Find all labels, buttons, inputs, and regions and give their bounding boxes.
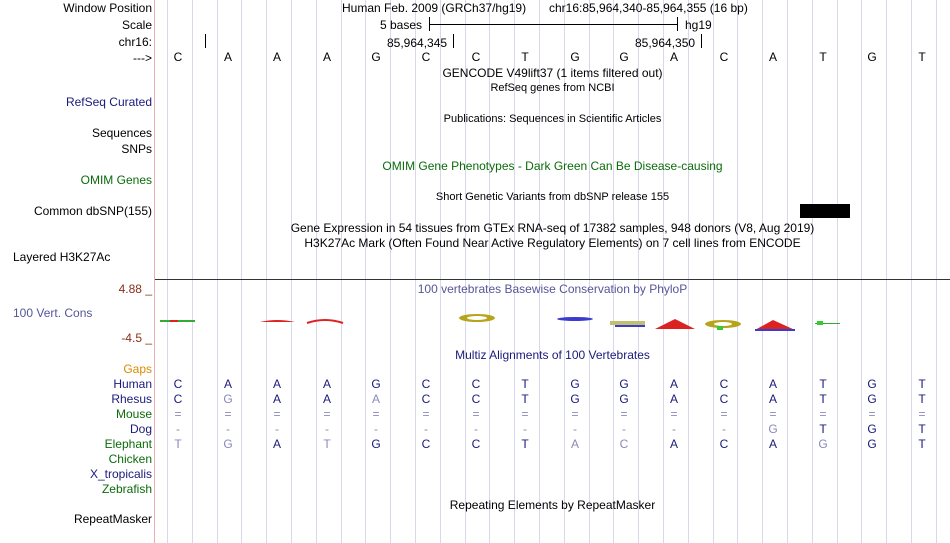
alignment-base: G (867, 422, 877, 436)
alignment-base: G (867, 437, 877, 451)
base-letter: G (619, 50, 629, 64)
alignment-base: G (223, 392, 233, 406)
alignment-base: = (670, 407, 678, 421)
window-position-label: Window Position (63, 1, 152, 15)
gaps-track-label[interactable]: Gaps (123, 362, 152, 376)
alignment-base: - (722, 422, 726, 436)
alignment-base: - (176, 422, 180, 436)
base-letter: T (918, 50, 926, 64)
alignment-base: T (323, 437, 331, 451)
base-letter: C (719, 50, 729, 64)
alignment-base: T (918, 422, 926, 436)
scale-db-text: hg19 (685, 18, 712, 32)
base-letter: T (521, 50, 529, 64)
alignment-base: G (818, 437, 828, 451)
alignment-base: A (669, 392, 678, 406)
alignment-base: A (371, 392, 380, 406)
base-letter: T (819, 50, 827, 64)
refseq-track-title: RefSeq genes from NCBI (490, 82, 615, 94)
alignment-base: = (571, 407, 579, 421)
alignment-base: A (669, 377, 678, 391)
alignment-base: = (273, 407, 281, 421)
alignment-base: A (768, 437, 777, 451)
alignment-base: C (471, 392, 481, 406)
alignment-base: - (474, 422, 478, 436)
scale-text: 5 bases (380, 18, 423, 32)
scale-label: Scale (121, 18, 152, 32)
alignment-base: C (719, 437, 729, 451)
alignment-base: - (523, 422, 527, 436)
alignment-base: T (819, 422, 827, 436)
h3k27-track-title: H3K27Ac Mark (Often Found Near Active Regulatory Elements) on 7 cell lines from ENCODE (304, 236, 801, 250)
ruler-tick-label-1: 85,964,345 (387, 36, 448, 50)
alignment-base: - (573, 422, 577, 436)
omim-track-title: OMIM Gene Phenotypes - Dark Green Can Be Disease-causing (382, 159, 723, 173)
base-letter: G (570, 50, 580, 64)
position-text: chr16:85,964,340-85,964,355 (16 bp) (549, 1, 748, 15)
species-label[interactable]: Zebrafish (101, 482, 152, 496)
alignment-base: A (669, 437, 678, 451)
cons-min-value: -4.5 _ (121, 331, 152, 345)
alignment-base: C (421, 437, 431, 451)
alignment-base: = (868, 407, 876, 421)
alignment-base: T (918, 377, 926, 391)
species-label[interactable]: Chicken (108, 452, 152, 466)
base-letter: C (173, 50, 183, 64)
alignment-base: T (521, 392, 529, 406)
alignment-base: = (224, 407, 232, 421)
alignment-base: A (322, 377, 331, 391)
base-letter: A (669, 50, 678, 64)
species-label[interactable]: Mouse (115, 407, 152, 421)
strand-label[interactable]: ---> (133, 51, 152, 65)
alignment-base: C (421, 392, 431, 406)
cons-max-value: 4.88 _ (118, 282, 152, 296)
alignment-base: G (619, 377, 629, 391)
omim-track-label[interactable]: OMIM Genes (80, 173, 152, 187)
alignment-base: T (521, 437, 529, 451)
alignment-base: - (622, 422, 626, 436)
repeatmasker-track-title: Repeating Elements by RepeatMasker (449, 498, 656, 512)
alignment-base: C (471, 377, 481, 391)
alignment-base: C (173, 377, 183, 391)
alignment-base: G (371, 377, 381, 391)
base-letter: A (223, 50, 232, 64)
alignment-base: C (719, 377, 729, 391)
assembly-text: Human Feb. 2009 (GRCh37/hg19) (342, 1, 527, 15)
alignment-base: = (323, 407, 331, 421)
snps-track-label[interactable]: SNPs (121, 142, 152, 156)
alignment-base: = (769, 407, 777, 421)
alignment-base: A (223, 377, 232, 391)
cons-track-label[interactable]: 100 Vert. Cons (13, 306, 93, 320)
alignment-base: A (570, 437, 579, 451)
alignment-base: T (174, 437, 182, 451)
alignment-base: - (672, 422, 676, 436)
alignment-base: G (570, 377, 580, 391)
base-letter: G (867, 50, 877, 64)
alignment-base: = (620, 407, 628, 421)
alignment-base: C (719, 392, 729, 406)
dbsnp-track-title: Short Genetic Variants from dbSNP release 155 (435, 191, 670, 203)
gtex-track-title: Gene Expression in 54 tissues from GTEx RNA-seq of 17382 samples, 948 donors (V8, Aug 2019) (290, 221, 815, 235)
alignment-base: A (272, 377, 281, 391)
alignment-base: = (819, 407, 827, 421)
alignment-base: = (918, 407, 926, 421)
alignment-base: = (422, 407, 430, 421)
ruler-tick-label-2: 85,964,350 (635, 36, 696, 50)
chrom-label: chr16: (118, 35, 152, 49)
base-letter: A (272, 50, 281, 64)
alignment-base: C (471, 437, 481, 451)
ruler-tick (701, 34, 702, 48)
dbsnp-variant-block[interactable] (800, 204, 850, 218)
ruler-tick (453, 34, 454, 48)
base-letter: A (768, 50, 777, 64)
alignment-base: T (521, 377, 529, 391)
alignment-base: G (223, 437, 233, 451)
h3k27-track-label[interactable]: Layered H3K27Ac (13, 250, 111, 264)
multiz-track-title: Multiz Alignments of 100 Vertebrates (455, 348, 650, 362)
species-label[interactable]: Rhesus (111, 392, 152, 406)
alignment-base: G (768, 422, 778, 436)
alignment-base: G (619, 392, 629, 406)
base-letter: A (322, 50, 331, 64)
ruler-tick (205, 34, 206, 48)
alignment-base: A (768, 392, 777, 406)
repeatmasker-track-label[interactable]: RepeatMasker (73, 512, 152, 526)
alignment-base: T (819, 377, 827, 391)
species-label[interactable]: X_tropicalis (89, 467, 152, 481)
species-label[interactable]: Human (113, 377, 152, 391)
cons-track-title: 100 vertebrates Basewise Conservation by PhyloP (417, 282, 688, 296)
alignment-base: = (174, 407, 182, 421)
alignment-base: G (867, 377, 877, 391)
base-letter: C (421, 50, 431, 64)
alignment-base: C (421, 377, 431, 391)
alignment-base: C (619, 437, 629, 451)
alignment-base: C (173, 392, 183, 406)
gencode-track-title: GENCODE V49lift37 (1 items filtered out) (442, 66, 663, 80)
alignment-base: T (819, 392, 827, 406)
conservation-logo (155, 305, 950, 335)
dbsnp-track-label[interactable]: Common dbSNP(155) (33, 204, 152, 218)
alignment-base: - (275, 422, 279, 436)
h3k27-baseline (155, 279, 950, 280)
alignment-base: - (226, 422, 230, 436)
species-label[interactable]: Elephant (104, 437, 152, 451)
refseq-track-label[interactable]: RefSeq Curated (65, 95, 152, 109)
species-label[interactable]: Dog (129, 422, 152, 436)
alignment-base: T (918, 437, 926, 451)
alignment-base: = (472, 407, 480, 421)
pubs-track-title: Publications: Sequences in Scientific Articles (443, 113, 662, 125)
alignment-base: A (768, 377, 777, 391)
alignment-base: G (867, 392, 877, 406)
alignment-base: A (272, 392, 281, 406)
alignment-base: = (372, 407, 380, 421)
alignment-base: = (521, 407, 529, 421)
alignment-base: - (424, 422, 428, 436)
alignment-base: G (570, 392, 580, 406)
alignment-base: = (720, 407, 728, 421)
alignment-base: A (322, 392, 331, 406)
alignment-base: G (371, 437, 381, 451)
base-letter: G (371, 50, 381, 64)
base-letter: C (471, 50, 481, 64)
alignment-base: T (918, 392, 926, 406)
sequences-track-label[interactable]: Sequences (91, 126, 152, 140)
alignment-base: - (374, 422, 378, 436)
alignment-base: A (272, 437, 281, 451)
alignment-base: - (325, 422, 329, 436)
